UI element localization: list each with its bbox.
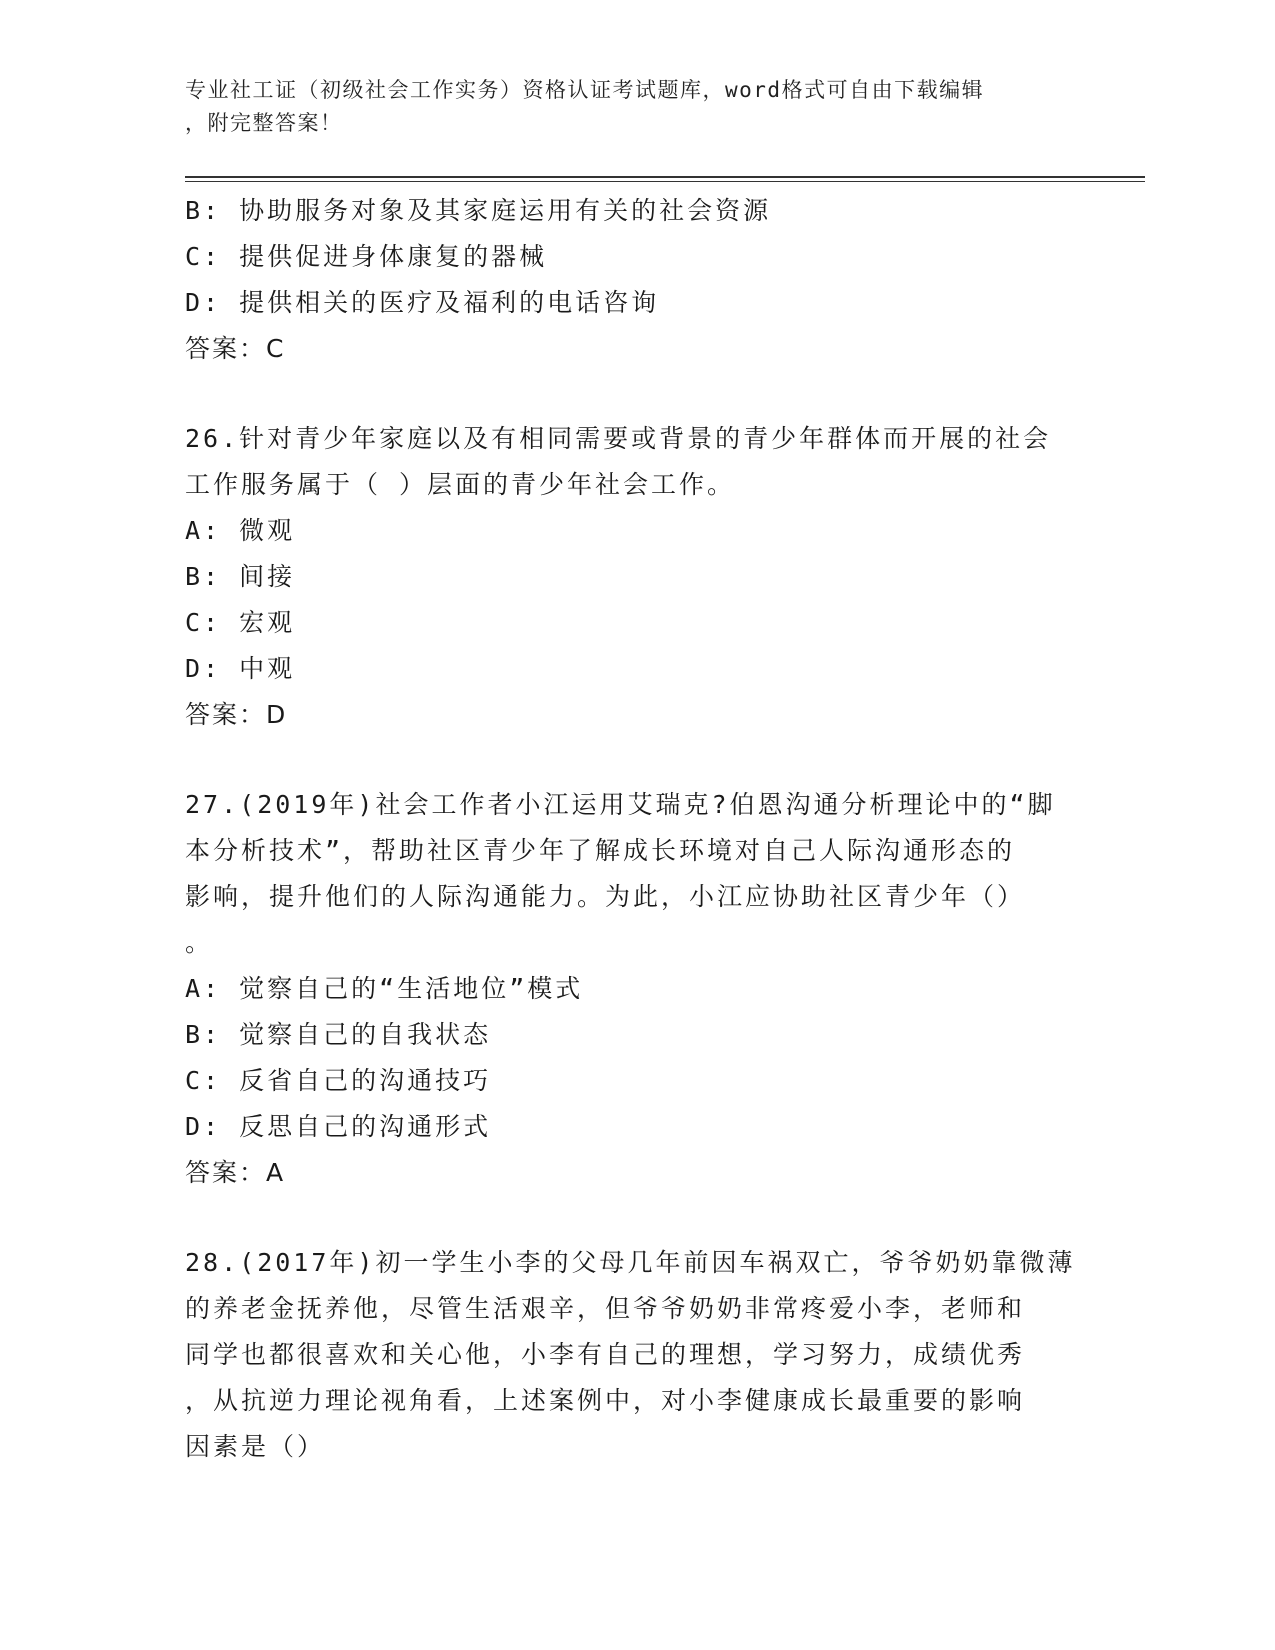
question-stem-line: 同学也都很喜欢和关心他，小李有自己的理想，学习努力，成绩优秀 <box>185 1340 1026 1369</box>
option-c: C: 反省自己的沟通技巧 <box>185 1066 492 1095</box>
answer-line: 答案：D <box>185 700 288 729</box>
option-d: D: 反思自己的沟通形式 <box>185 1112 492 1141</box>
question-stem-line: 的养老金抚养他，尽管生活艰辛，但爷爷奶奶非常疼爱小李，老师和 <box>185 1294 1026 1323</box>
option-b: B: 觉察自己的自我状态 <box>185 1020 492 1049</box>
option-a: A: 微观 <box>185 516 296 545</box>
answer-line: 答案：C <box>185 334 286 363</box>
question-stem-line: 工作服务属于（ ）层面的青少年社会工作。 <box>185 470 736 499</box>
option-d: D: 提供相关的医疗及福利的电话咨询 <box>185 288 660 317</box>
option-b: B: 协助服务对象及其家庭运用有关的社会资源 <box>185 196 772 225</box>
question-stem-line: 本分析技术”，帮助社区青少年了解成长环境对自己人际沟通形态的 <box>185 836 1016 865</box>
question-list <box>185 188 1075 1470</box>
question-stem-line: 影响，提升他们的人际沟通能力。为此，小江应协助社区青少年（） <box>185 882 1026 911</box>
header-divider-thin <box>185 181 1145 182</box>
spacer <box>185 738 1075 782</box>
option-c: C: 提供促进身体康复的器械 <box>185 242 548 271</box>
page-header <box>185 74 1065 140</box>
spacer <box>185 1196 1075 1240</box>
question-stem-line: ，从抗逆力理论视角看，上述案例中，对小李健康成长最重要的影响 <box>185 1386 1026 1415</box>
question-26 <box>185 416 1075 738</box>
option-c: C: 宏观 <box>185 608 296 637</box>
spacer <box>185 372 1075 416</box>
question-25-continuation <box>185 188 1075 372</box>
question-stem-line: 27.(2019年)社会工作者小江运用艾瑞克?伯恩沟通分析理论中的“脚 <box>185 790 1056 819</box>
header-line-2: ，附完整答案！ <box>185 111 343 135</box>
header-line-1: 专业社工证（初级社会工作实务）资格认证考试题库，word格式可自由下载编辑 <box>185 78 985 102</box>
question-stem-line: 26.针对青少年家庭以及有相同需要或背景的青少年群体而开展的社会 <box>185 424 1052 453</box>
question-stem-line: 28.(2017年)初一学生小李的父母几年前因车祸双亡，爷爷奶奶靠微薄 <box>185 1248 1076 1277</box>
answer-line: 答案：A <box>185 1158 286 1187</box>
header-divider-thick <box>185 176 1145 178</box>
question-stem-line: 因素是（） <box>185 1432 326 1461</box>
question-28 <box>185 1240 1075 1470</box>
question-stem-line: 。 <box>185 928 214 957</box>
question-27 <box>185 782 1075 1196</box>
option-a: A: 觉察自己的“生活地位”模式 <box>185 974 584 1003</box>
option-d: D: 中观 <box>185 654 296 683</box>
option-b: B: 间接 <box>185 562 296 591</box>
